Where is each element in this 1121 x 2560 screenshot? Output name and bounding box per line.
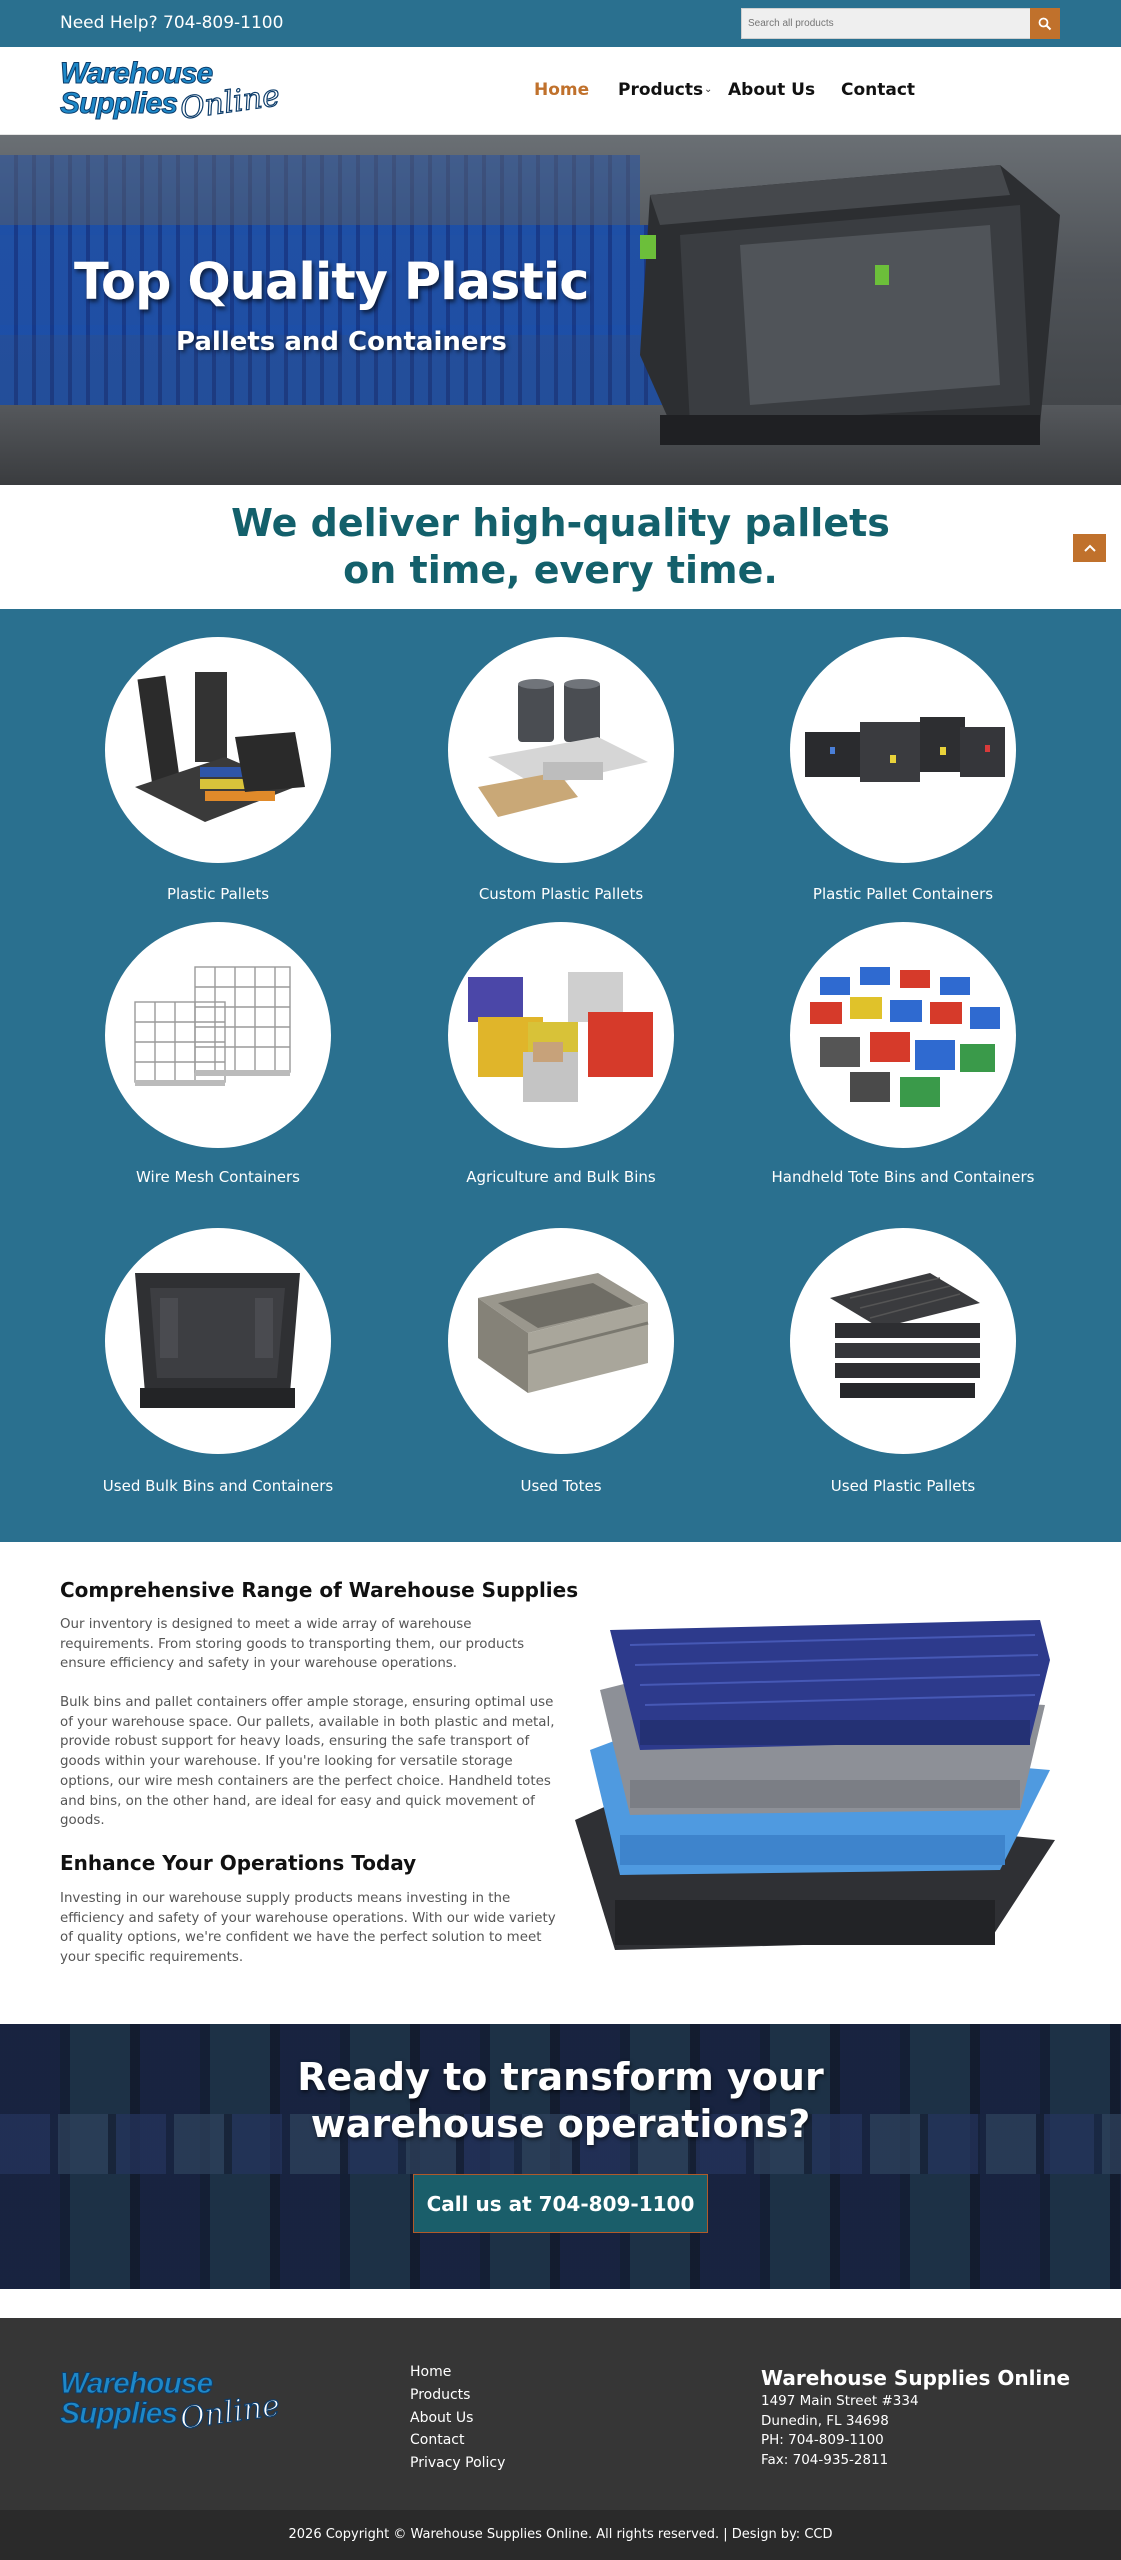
hero-subtitle: Pallets and Containers [176,327,507,357]
paragraph-line: ensure efficiency and safety in your warehouse operations. [60,1656,458,1672]
footer-link-home[interactable]: Home [410,2364,452,2380]
logo-line-warehouse: Warehouse [60,2367,213,2400]
footer-fax: Fax: 704-935-2811 [761,2452,889,2468]
pallet-containers-image[interactable] [790,637,1016,863]
section-heading: Enhance Your Operations Today [60,1851,417,1875]
paragraph-line: goods within your warehouse. If you're looking for versatile storage [60,1754,513,1770]
category-card[interactable] [732,637,1074,907]
footer-address-line: 1497 Main Street #334 [761,2393,919,2409]
paragraph-line: Our inventory is designed to meet a wide array of warehouse [60,1617,472,1632]
category-label[interactable]: Agriculture and Bulk Bins [466,1168,656,1186]
footer-business-name: Warehouse Supplies Online [761,2366,1071,2390]
copyright-bar: 2026 Copyright © Warehouse Supplies Online. All rights reserved. | Design by: CCD [0,2510,1121,2560]
footer-spacer [0,2289,1121,2318]
nav-contact[interactable]: Contact [841,80,916,100]
category-card[interactable] [732,922,1074,1212]
category-label[interactable]: Handheld Tote Bins and Containers [771,1168,1035,1186]
category-card[interactable] [390,922,732,1212]
category-card[interactable] [390,637,732,907]
paragraph-line: Bulk bins and pallet containers offer ample storage, ensuring optimal use [60,1695,554,1710]
paragraph-line: provide robust support for heavy loads, ensuring the safe transport of [60,1734,530,1750]
custom-pallets-image[interactable] [448,637,674,863]
chevron-down-icon[interactable]: ⌄ [704,84,713,95]
help-phone-text: Need Help? 704-809-1100 [60,13,284,33]
stacked-pallets-image [570,1600,1060,1970]
footer-address-line: Dunedin, FL 34698 [761,2413,889,2429]
category-label[interactable]: Used Totes [520,1477,602,1495]
paragraph-line: of quality options, we're confident we have the perfect solution to meet [60,1930,542,1946]
paragraph-2 [60,1693,560,1831]
nav-about-us[interactable]: About Us [728,80,816,100]
tagline-line-1: We deliver high-quality pallets [231,501,890,545]
tote-bins-image[interactable] [790,922,1016,1148]
footer-logo[interactable] [60,2365,283,2437]
wire-mesh-image[interactable] [105,922,331,1148]
logo-line-online: Online [178,78,283,127]
logo-line-supplies: Supplies [60,2397,178,2430]
logo-line-supplies: Supplies [60,87,178,120]
section-heading: Comprehensive Range of Warehouse Supplies [60,1578,579,1602]
cta-heading-line-2: warehouse operations? [310,2102,811,2146]
category-card[interactable] [732,1228,1074,1498]
plastic-pallets-image[interactable] [105,637,331,863]
paragraph-3 [60,1889,560,1968]
category-label[interactable]: Plastic Pallet Containers [812,885,994,903]
footer-link-contact[interactable]: Contact [410,2432,465,2448]
call-us-button[interactable]: Call us at 704-809-1100 [413,2174,708,2233]
category-card[interactable] [47,637,389,907]
category-label[interactable]: Custom Plastic Pallets [478,885,644,903]
search-input[interactable] [742,9,1032,38]
paragraph-line: your specific requirements. [60,1950,244,1966]
paragraph-line: of your warehouse space. Our pallets, available in both plastic and metal, [60,1714,555,1730]
footer-link-about-us[interactable]: About Us [410,2410,474,2426]
paragraph-line: and bins, on the other hand, are ideal for easy and quick movement of [60,1793,535,1809]
category-label[interactable]: Used Bulk Bins and Containers [102,1477,334,1495]
category-card[interactable] [47,922,389,1212]
background-pallets [0,155,640,235]
footer-link-products[interactable]: Products [410,2387,471,2403]
paragraph-line: options, our wire mesh containers are the perfect choice. Handheld totes [60,1773,551,1789]
paragraph-line: goods. [60,1813,105,1829]
paragraph-1 [60,1615,560,1674]
search-icon [1038,17,1052,31]
category-card[interactable] [390,1228,732,1498]
category-label[interactable]: Used Plastic Pallets [830,1477,976,1495]
paragraph-line: Investing in our warehouse supply products means investing in the [60,1891,511,1906]
search-box[interactable] [741,8,1031,39]
used-pallets-image[interactable] [790,1228,1016,1454]
chevron-up-icon [1083,543,1097,553]
bulk-container-image [620,155,1070,455]
category-label[interactable]: Wire Mesh Containers [136,1168,300,1186]
paragraph-line: requirements. From storing goods to transporting them, our products [60,1636,525,1652]
logo-line-warehouse: Warehouse [60,57,213,90]
category-card[interactable] [47,1228,389,1498]
nav-products[interactable]: Products [618,80,704,100]
footer-link-privacy-policy[interactable]: Privacy Policy [410,2455,506,2471]
used-bulk-bins-image[interactable] [105,1228,331,1454]
search-button[interactable] [1030,8,1060,39]
used-totes-image[interactable] [448,1228,674,1454]
paragraph-line: efficiency and safety of your warehouse operations. With our wide variety [60,1910,556,1926]
back-to-top-button[interactable] [1073,534,1106,562]
site-logo[interactable] [60,55,283,127]
nav-home[interactable]: Home [534,80,590,100]
hero-title: Top Quality Plastic [74,253,589,312]
category-label[interactable]: Plastic Pallets [166,885,270,903]
bulk-bins-image[interactable] [448,922,674,1148]
tagline-line-2: on time, every time. [343,548,778,592]
tagline-section [0,485,1121,609]
logo-line-online: Online [178,2388,283,2437]
footer-phone: PH: 704-809-1100 [761,2432,884,2448]
cta-heading-line-1: Ready to transform your [297,2055,824,2099]
